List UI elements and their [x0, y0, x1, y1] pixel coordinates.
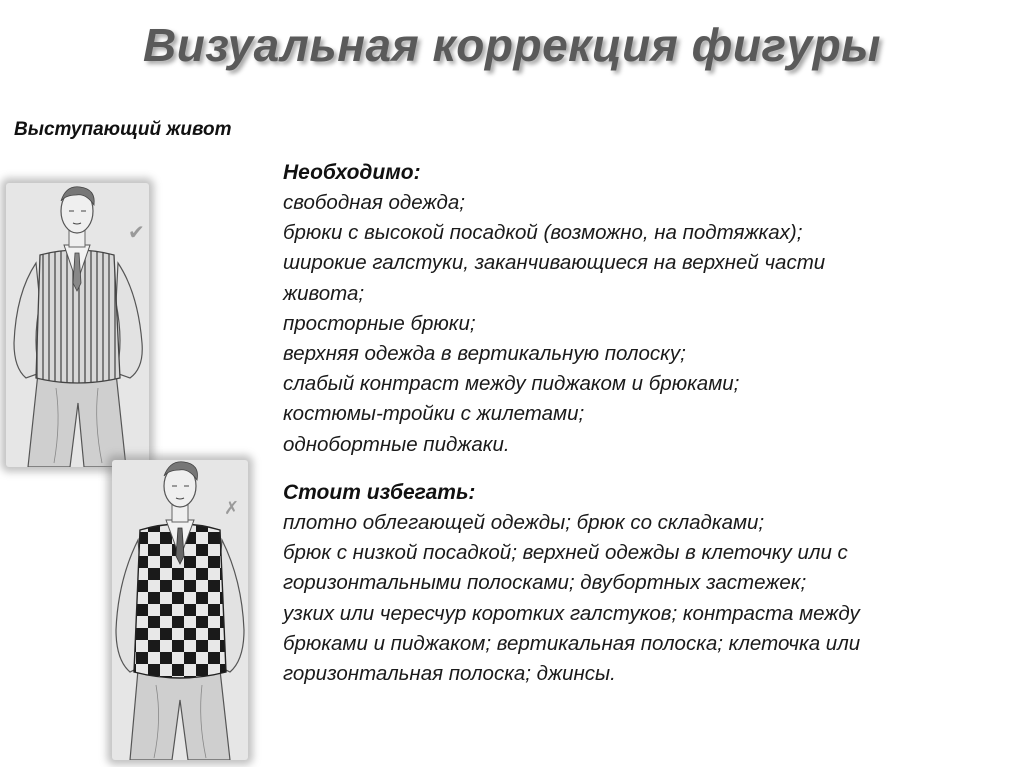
- striped-vest-drawing: [6, 183, 149, 467]
- avoid-line: брюк с низкой посадкой; верхней одежды в клеточку или с: [283, 541, 848, 565]
- necessary-line: слабый контраст между пиджаком и брюками;: [283, 372, 740, 396]
- checkered-vest-drawing: [112, 460, 248, 760]
- necessary-line: живота;: [283, 281, 365, 305]
- striped-vest-illustration: [6, 183, 149, 467]
- necessary-line: брюки с высокой посадкой (возможно, на подтяжках);: [283, 221, 803, 245]
- checkmark-icon: ✔: [128, 220, 145, 244]
- avoid-line: горизонтальными полосками; двубортных застежек;: [283, 571, 807, 595]
- section-subtitle: Выступающий живот: [14, 119, 232, 140]
- avoid-line: горизонтальная полоска; джинсы.: [283, 662, 616, 686]
- cross-mark-icon: ✗: [224, 498, 240, 519]
- necessary-line: просторные брюки;: [283, 311, 476, 335]
- necessary-heading: Необходимо:: [283, 161, 421, 184]
- necessary-line: костюмы-тройки с жилетами;: [283, 402, 585, 426]
- avoid-line: брюками и пиджаком; вертикальная полоска; клеточка или: [283, 631, 861, 655]
- necessary-line: свободная одежда;: [283, 191, 465, 214]
- avoid-heading: Стоит избегать:: [283, 481, 476, 504]
- checkered-vest-illustration: [112, 460, 248, 760]
- necessary-line: верхняя одежда в вертикальную полоску;: [283, 342, 686, 366]
- necessary-block: [283, 158, 1003, 460]
- avoid-line: плотно облегающей одежды; брюк со складками;: [283, 511, 765, 534]
- avoid-line: узких или чересчур коротких галстуков; контраста между: [283, 601, 860, 625]
- necessary-line: однобортные пиджаки.: [283, 432, 510, 456]
- page-title: Визуальная коррекция фигуры: [143, 19, 881, 71]
- necessary-line: широкие галстуки, заканчивающиеся на верхней части: [283, 251, 826, 275]
- avoid-block: [283, 478, 1003, 689]
